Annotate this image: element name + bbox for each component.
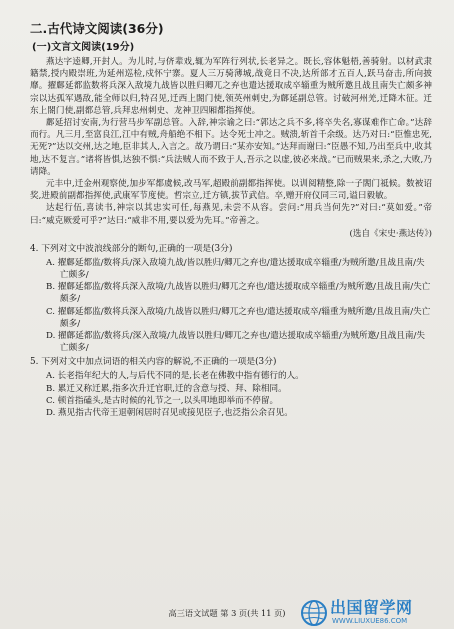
page-footer: 高三语文试题 第 3 页(共 11 页) (168, 608, 286, 618)
paragraph-1: 燕达字逵卿,开封人。为儿时,与侪辈戏,辄为军阵行列状,长老异之。既长,容体魁梧,善骑射。以材武隶籍禁,授内殿崇班,为延州巡检,戍怀宁寨。夏人三万骑薄城,战竟日不决,达所部才五百人,跃马奋击,所向披靡。擢鄜延都监数将兵深入敌境九战皆以胜归卿兀之弃也遣达援取成卒辎重为贼所邀且战且南失亡颇多神宗以达孤军遇敌,能全师以归,特召见,迁西上閤门使,领英州刺史,为鄜延副总管。讨破河州羌,迁降木征。迁东上閤门使,副都总管,兵拜忠州刺史、龙神卫四厢都指挥使。 (30, 57, 432, 116)
question-4-option-b: B. 擢鄜延都监/数将兵深入敌境/九战皆以胜归/卿兀之弃也/遣达援取成卒辎重/为贼所邀/且战且南/失亡颇多/ (46, 282, 431, 305)
question-4-option-a: A. 擢鄜延都监/数将兵/深入敌境九战/皆以胜归/卿兀之弃也/遣达援取成卒辎重/为贼所邀/且战且南/失亡颇多/ (46, 257, 425, 281)
watermark-url: WWW.LIUXUE86.COM (332, 617, 408, 625)
source-citation: (选自《宋史·燕达传》) (349, 228, 432, 239)
globe-logo-icon (300, 599, 328, 627)
question-5-option-b: B. 累迁又称迁累,指多次升迁官职,迁的含意与授、拜、除相同。 (46, 383, 287, 394)
question-4-stem: 4. 下列对文中波浪线部分的断句,正确的一项是(3分) (30, 243, 233, 254)
watermark-name: 出国留学网 (330, 598, 413, 617)
question-4-option-c: C. 擢鄜延都监/数将兵深入敌境/九战皆以胜归/卿兀之弃也/遣达援取成卒/辎重为贼所邀/且战且南/失亡颇多/ (46, 306, 431, 329)
page-content (30, 20, 432, 419)
section-title: 二.古代诗文阅读(36分) (30, 21, 164, 36)
paragraph-4: 达起行伍,喜读书,神宗以其忠实可任,每燕见,未尝不从容。尝问:“用兵当何先?”对曰:“莫如爱。”帝曰:“威克厥爱可乎?”达曰:“威非不用,要以爱为先耳。”帝善之。 (30, 203, 432, 226)
sub-title: (一)文言文阅读(19分) (32, 42, 135, 53)
question-5-option-d: D. 燕见指古代帝王退朝闲居时召见或接见臣子,也泛指公余召见。 (46, 408, 293, 419)
watermark (300, 599, 448, 627)
paragraph-2: 鄜延招讨安南,为行营马步军副总管。入辞,神宗谕之曰:“郭达之兵不多,将卒失名,寡谋难作亡命。”达辞而行。凡三月,至富良江,江中有贼,舟船绝不相下。达令死士冲之。贼溃,斩首千余级。达乃对曰:“臣惟忠死,无死?”达以交州,达之地,臣非其人,入言之。故乃谓曰:“某亦安知。”达拜而谢曰:“臣愚不知,乃出至兵中,收其地,达不复言。”诸将皆惧,达独不惧:“兵法贼人而不致于人,吾示之以虚,彼必来战。”已而贼果来,杀之,大败,乃请降。 (30, 118, 432, 177)
question-4-option-d: D. 擢鄜延都监/数将兵/深入敌境/九战皆以胜归/卿兀之弃也/遣达援取成卒辎重/为贼所邀/且战且南/失亡颇多/ (46, 331, 425, 354)
question-5-stem: 5. 下列对文中加点词语的相关内容的解说,不正确的一项是(3分) (30, 357, 277, 368)
paragraph-3: 元丰中,迁金州观察使,加步军都虞候,改马军,超殿前副都指挥使。以训阅精整,除一子閤门祗候。数被诏奖,进殿前副都指挥使,武康军节度使。哲宗立,迁方镇,拔节武信。卒,赠开府仪同三司,谥曰毅敏。 (30, 179, 432, 202)
question-5-option-a: A. 长老指年纪大的人,与后代不同的是,长老在佛教中指有德行的人。 (46, 371, 304, 382)
question-5-option-c: C. 顿首指磕头,是古时候的礼节之一,以头叩地即举而不停留。 (46, 395, 279, 406)
